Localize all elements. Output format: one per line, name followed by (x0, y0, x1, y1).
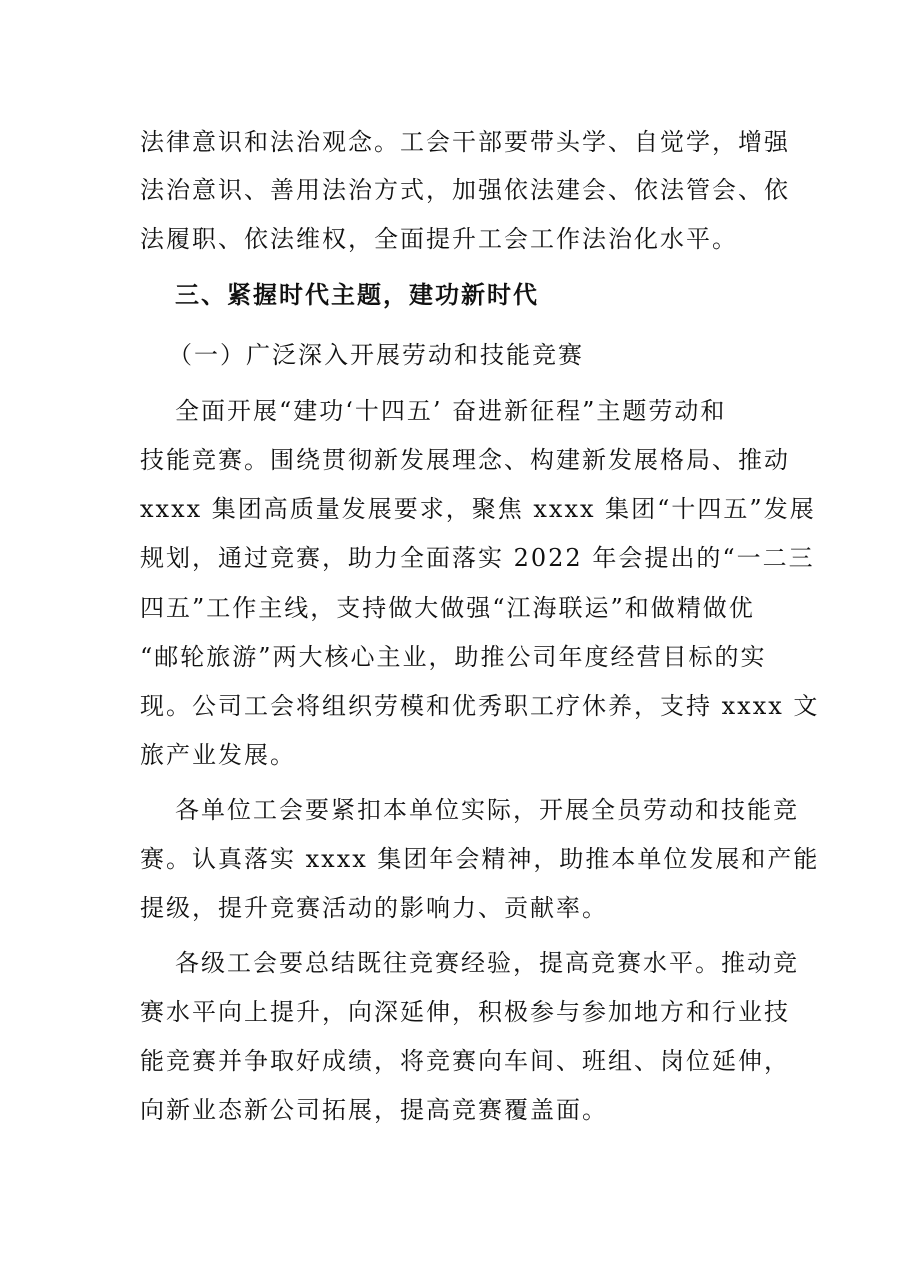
paragraph-line: 向新业态新公司拓展，提高竞赛覆盖面。 (140, 1096, 608, 1124)
paragraph-line: 提级，提升竞赛活动的影响力、贡献率。 (140, 894, 608, 922)
paragraph-line: 能竞赛并争取好成绩，将竞赛向车间、班组、岗位延伸， (140, 1047, 790, 1075)
paragraph-line: 赛。认真落实 xxxx 集团年会精神，助推本单位发展和产能 (140, 845, 820, 873)
section-heading: 三、紧握时代主题，建功新时代 (175, 281, 539, 309)
paragraph-line: 技能竞赛。围绕贯彻新发展理念、构建新发展格局、推动 (140, 446, 790, 474)
paragraph-line: 法律意识和法治观念。工会干部要带头学、自觉学，增强 (140, 128, 790, 156)
paragraph-line: 四五”工作主线，支持做大做强“江海联运”和做精做优 (140, 594, 755, 622)
paragraph-line: 各单位工会要紧扣本单位实际，开展全员劳动和技能竞 (175, 796, 799, 824)
paragraph-line: 旅产业发展。 (140, 741, 296, 769)
paragraph-line: 现。公司工会将组织劳模和优秀职工疗休养，支持 xxxx 文 (140, 692, 820, 720)
paragraph-line: 赛水平向上提升，向深延伸，积极参与参加地方和行业技 (140, 998, 790, 1026)
paragraph-line: 法履职、依法维权，全面提升工会工作法治化水平。 (140, 225, 738, 253)
subsection-heading: （一）广泛深入开展劳动和技能竞赛 (168, 341, 584, 369)
paragraph-line: xxxx 集团高质量发展要求，聚焦 xxxx 集团“十四五”发展 (140, 495, 816, 523)
paragraph-line: 规划，通过竞赛，助力全面落实 2022 年会提出的“一二三 (140, 544, 815, 572)
paragraph-line: 全面开展“建功‘十四五’ 奋进新征程”主题劳动和 (175, 397, 727, 425)
paragraph-line: “邮轮旅游”两大核心主业，助推公司年度经营目标的实 (140, 643, 767, 671)
paragraph-line: 各级工会要总结既往竞赛经验，提高竞赛水平。推动竞 (175, 949, 799, 977)
paragraph-line: 法治意识、善用法治方式，加强依法建会、依法管会、依 (140, 176, 790, 204)
